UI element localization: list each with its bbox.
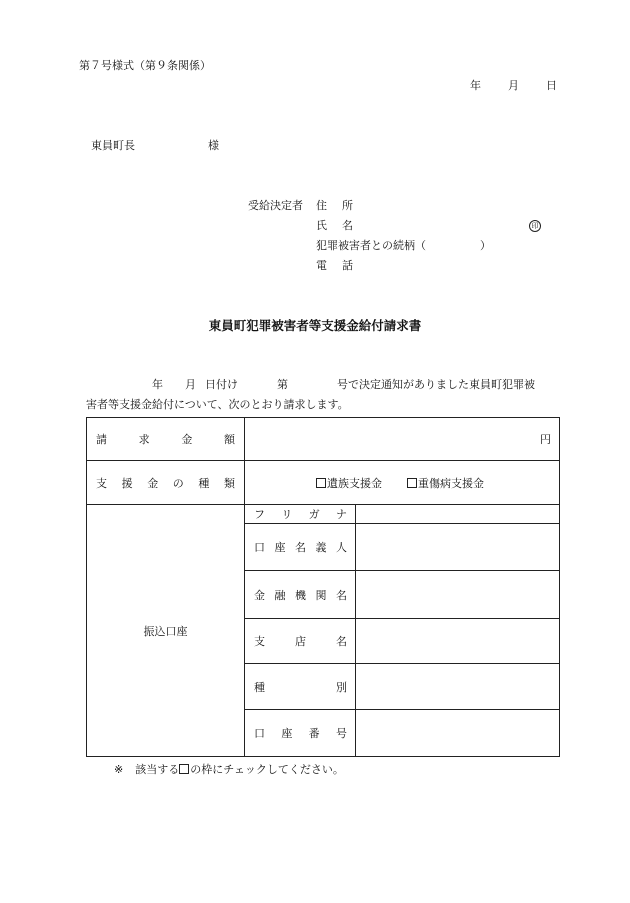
date-line xyxy=(470,80,557,91)
date-year: 年 xyxy=(470,79,481,92)
body-date-suffix: 日付け xyxy=(205,378,238,391)
account-type-field[interactable] xyxy=(356,664,560,710)
note-checkbox-icon xyxy=(179,764,189,774)
name-label: 氏 名 xyxy=(316,219,353,232)
addressee-honorific: 様 xyxy=(208,139,219,152)
account-furigana-row xyxy=(87,505,560,524)
body-number-prefix: 第 xyxy=(277,378,288,391)
option-serious-injury[interactable]: 重傷病支援金 xyxy=(407,477,484,490)
furigana-field[interactable] xyxy=(356,505,560,524)
account-type-label: 種 別 xyxy=(245,664,356,710)
branch-name-label: 支 店 名 xyxy=(245,619,356,664)
phone-label: 電 話 xyxy=(316,259,353,272)
support-type-label: 支 援 金 の 種 類 xyxy=(87,461,245,505)
document-title: 東員町犯罪被害者等支援金給付請求書 xyxy=(208,318,422,333)
account-holder-field[interactable] xyxy=(356,524,560,571)
body-line2: 害者等支援金給付について、次のとおり請求します。 xyxy=(86,398,349,411)
account-number-field[interactable] xyxy=(356,710,560,757)
date-month: 月 xyxy=(508,79,519,92)
claim-amount-field[interactable] xyxy=(245,418,560,461)
claim-amount-unit: 円 xyxy=(540,433,551,446)
body-line1-rest: 号で決定通知がありました東員町犯罪被 xyxy=(337,378,535,391)
transfer-account-label: 振込口座 xyxy=(87,505,245,757)
note-mark: ※ xyxy=(114,763,124,776)
bank-name-label: 金 融 機 関 名 xyxy=(245,571,356,619)
furigana-label: フ リ ガ ナ xyxy=(245,505,356,524)
checkbox-bereaved[interactable] xyxy=(316,478,326,488)
footnote: ※ 該当する の枠にチェックしてください。 xyxy=(114,763,344,776)
form-number: 第７号様式（第９条関係） xyxy=(79,59,211,72)
relation-label: 犯罪被害者との続柄（ xyxy=(316,239,426,252)
claim-amount-row xyxy=(87,418,560,461)
claim-amount-label: 請 求 金 額 xyxy=(87,418,245,461)
address-label: 住 所 xyxy=(316,199,353,212)
seal-mark: 印 xyxy=(529,219,541,232)
branch-name-field[interactable] xyxy=(356,619,560,664)
support-type-row xyxy=(87,461,560,505)
support-type-options xyxy=(245,461,560,505)
applicant-role-label: 受給決定者 xyxy=(248,199,303,212)
account-number-label: 口 座 番 号 xyxy=(245,710,356,757)
relation-close: ） xyxy=(480,239,491,252)
date-day: 日 xyxy=(546,79,557,92)
body-month: 月 xyxy=(185,378,196,391)
addressee-name: 東員町長 xyxy=(91,139,135,152)
account-holder-label: 口 座 名 義 人 xyxy=(245,524,356,571)
claim-form-table xyxy=(86,417,560,757)
bank-name-field[interactable] xyxy=(356,571,560,619)
option-bereaved[interactable]: 遺族支援金 xyxy=(316,477,382,490)
checkbox-serious-injury[interactable] xyxy=(407,478,417,488)
body-year: 年 xyxy=(152,378,163,391)
